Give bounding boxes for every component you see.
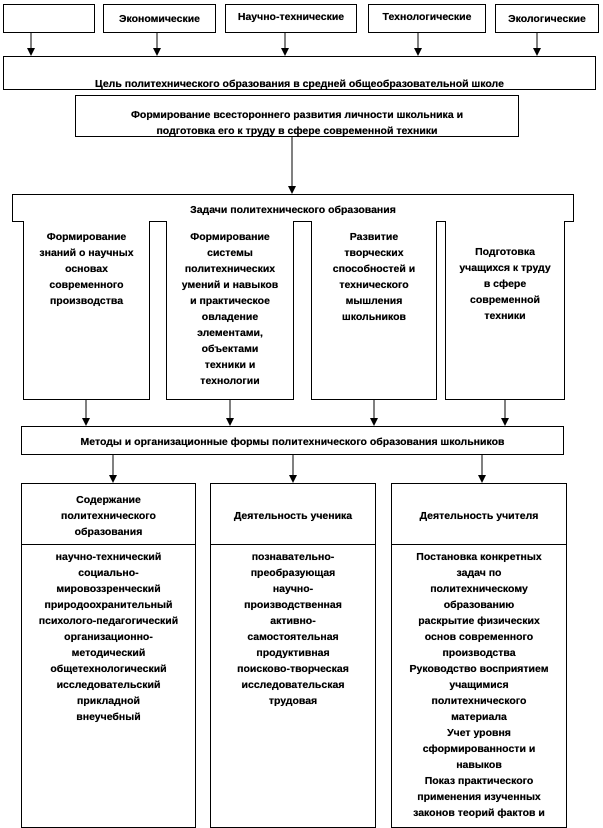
column-item: Показ практического (424, 775, 534, 787)
column-item: социально- (78, 567, 139, 579)
column-title-line: образования (74, 526, 143, 538)
column-title-line: политехнического (61, 510, 156, 522)
column-item: производства (442, 647, 516, 659)
category-label: Экологические (508, 13, 586, 25)
column-item: Постановка конкретных (416, 551, 542, 563)
task-line: творческих (344, 247, 404, 259)
task-line: политехнических (184, 263, 276, 275)
task-line: объектами (201, 343, 259, 355)
column-item: материала (451, 711, 507, 723)
column-item: основ современного (424, 631, 534, 643)
tasks-header: Задачи политехнического образования (190, 204, 396, 216)
task-line: умений и навыков (181, 279, 279, 291)
column-item: исследовательская (241, 679, 345, 691)
goal-title: Цель политехнического образования в средней общеобразовательной школе (95, 78, 504, 90)
column-item: мировоззренческий (56, 583, 161, 595)
column-item: поисково-творческая (237, 663, 349, 675)
task-line: Развитие (349, 231, 399, 243)
column-item: внеучебный (76, 711, 141, 723)
task-line: техники и (204, 359, 256, 371)
task-line: современного (49, 279, 124, 291)
goal-line: подготовка его к труду в сфере современной техники (156, 125, 438, 137)
category-label: Научно-технические (237, 11, 345, 23)
column-item: активно- (270, 615, 316, 627)
task-line: способностей и (332, 263, 416, 275)
column-item: законов теорий фактов и (413, 807, 545, 819)
task-line: Формирование (46, 231, 127, 243)
category-label: Технологические (382, 11, 472, 23)
task-line: элементами, (197, 327, 263, 339)
column-item: продуктивная (256, 647, 330, 659)
task-line: современной (470, 294, 540, 306)
column-item: производственная (244, 599, 342, 611)
task-line: Формирование (190, 231, 270, 243)
column-item: познавательно- (251, 551, 335, 563)
column-item: прикладной (77, 695, 140, 707)
goal-line: Формирование всестороннего развития личности школьника и (130, 109, 464, 121)
task-line: учащихся к труду (459, 262, 551, 274)
column-item: Учет уровня (447, 727, 511, 739)
column-item: общетехнологический (50, 663, 167, 675)
column-item: научно-технический (55, 551, 162, 563)
column-item: исследовательский (56, 679, 161, 691)
column-title-line: Содержание (76, 494, 141, 506)
column-item: природоохранительный (44, 599, 173, 611)
task-line: овладение (201, 311, 259, 323)
column-item: методический (71, 647, 146, 659)
column-item: образованию (443, 599, 515, 611)
column-title-line: Деятельность учителя (419, 510, 539, 522)
task-line: основах (65, 263, 108, 275)
column-item: раскрытие физических (418, 615, 540, 627)
task-line: и практическое (190, 295, 270, 307)
task-line: Подготовка (475, 246, 535, 258)
column-item: самостоятельная (247, 631, 339, 643)
task-line: школьников (342, 311, 406, 323)
column-item: трудовая (268, 695, 318, 707)
task-line: техники (484, 310, 526, 322)
column-item: применения изученных (417, 791, 541, 803)
column-item: психолого-педагогический (38, 615, 179, 627)
task-line: системы (207, 247, 253, 259)
column-item: учащимися (449, 679, 509, 691)
task-line: в сфере (483, 278, 527, 290)
category-label: Экономические (118, 13, 201, 25)
column-item: Руководство восприятием (409, 663, 549, 675)
task-line: производства (49, 295, 124, 307)
column-item: политехническому (430, 583, 528, 595)
task-line: мышления (345, 295, 403, 307)
column-item: задач по (456, 567, 502, 579)
column-title-line: Деятельность ученика (233, 510, 353, 522)
methods-header: Методы и организационные формы политехнического образования школьников (80, 436, 505, 448)
column-item: научно- (272, 583, 314, 595)
column-item: политехнического (431, 695, 527, 707)
column-item: навыков (456, 759, 502, 771)
column-item: сформированности и (422, 743, 536, 755)
column-item: организационно- (64, 631, 153, 643)
task-line: знаний о научных (39, 247, 134, 259)
task-line: технического (339, 279, 409, 291)
task-line: технологии (200, 375, 260, 387)
column-item: преобразующая (250, 567, 336, 579)
